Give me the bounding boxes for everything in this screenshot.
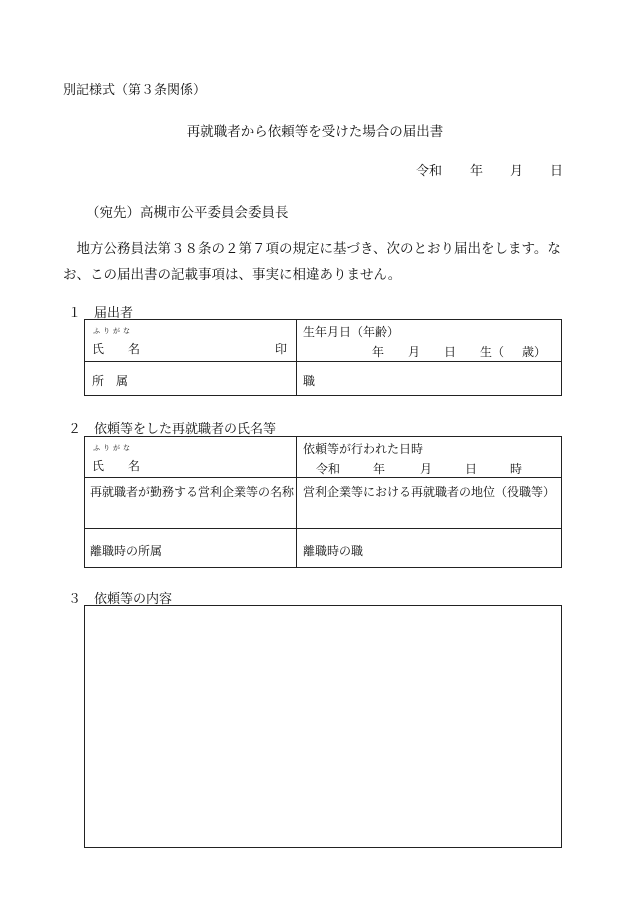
date-month: 月 <box>510 164 524 179</box>
furigana-label: ふりがな <box>93 444 133 452</box>
affiliation-field[interactable] <box>130 366 290 392</box>
dt-hour: 時 <box>510 462 523 476</box>
dt-day: 日 <box>465 462 478 476</box>
dt-era: 令和 <box>316 462 341 476</box>
name-label: 氏 名 <box>92 342 141 356</box>
table-divider <box>84 361 562 362</box>
datetime-label: 依頼等が行われた日時 <box>303 442 424 456</box>
name-field[interactable] <box>98 335 268 353</box>
birthdate-label: 生年月日（年齢） <box>303 325 400 339</box>
date-year: 年 <box>470 164 484 179</box>
company-label: 再就職者が勤務する営利企業等の名称 <box>90 485 295 499</box>
leave-affiliation-field[interactable] <box>170 534 290 562</box>
birthdate-field[interactable] <box>303 340 553 358</box>
leave-affiliation-label: 離職時の所属 <box>90 544 163 558</box>
birth-age: 歳） <box>522 345 547 359</box>
company-position-field[interactable] <box>303 500 557 524</box>
section2-heading: ２ 依頼等をした再就職者の氏名等 <box>68 422 277 437</box>
position-field[interactable] <box>320 366 556 392</box>
section3-heading: ３ 依頼等の内容 <box>68 592 173 607</box>
table-divider <box>84 528 562 529</box>
position-label: 職 <box>303 374 316 388</box>
name-label: 氏 名 <box>92 459 141 473</box>
table-divider <box>84 477 562 478</box>
dt-month: 月 <box>420 462 433 476</box>
table-divider <box>296 319 297 396</box>
form-label: 別記様式（第３条関係） <box>63 83 207 98</box>
reemployed-name-field[interactable] <box>98 452 288 472</box>
birth-day: 日 <box>444 345 457 359</box>
leave-position-label: 離職時の職 <box>303 544 364 558</box>
dt-year: 年 <box>373 462 386 476</box>
datetime-field[interactable] <box>303 457 553 475</box>
intro-text: 地方公務員法第３８条の２第７項の規定に基づき、次のとおり届出をします。なお、この届出書の記載事項は、事実に相違ありません。 <box>63 241 561 283</box>
birth-month: 月 <box>408 345 421 359</box>
recipient: （宛先）高槻市公平委員会委員長 <box>86 205 289 221</box>
leave-position-field[interactable] <box>370 534 556 562</box>
date-day: 日 <box>550 164 564 179</box>
section1-heading: １ 届出者 <box>68 306 134 321</box>
request-content-field[interactable] <box>84 605 562 848</box>
birth-born: 生（ <box>480 345 505 359</box>
seal-mark: 印 <box>275 342 288 356</box>
company-field[interactable] <box>90 500 290 524</box>
furigana-label: ふりがな <box>93 327 133 335</box>
birth-year: 年 <box>372 345 385 359</box>
date-era: 令和 <box>416 164 443 179</box>
affiliation-label: 所 属 <box>92 374 129 388</box>
company-position-label: 営利企業等における再就職者の地位（役職等） <box>303 485 556 499</box>
table-divider <box>296 436 297 568</box>
page-title: 再就職者から依頼等を受けた場合の届出書 <box>186 124 444 140</box>
intro-paragraph <box>63 236 563 288</box>
